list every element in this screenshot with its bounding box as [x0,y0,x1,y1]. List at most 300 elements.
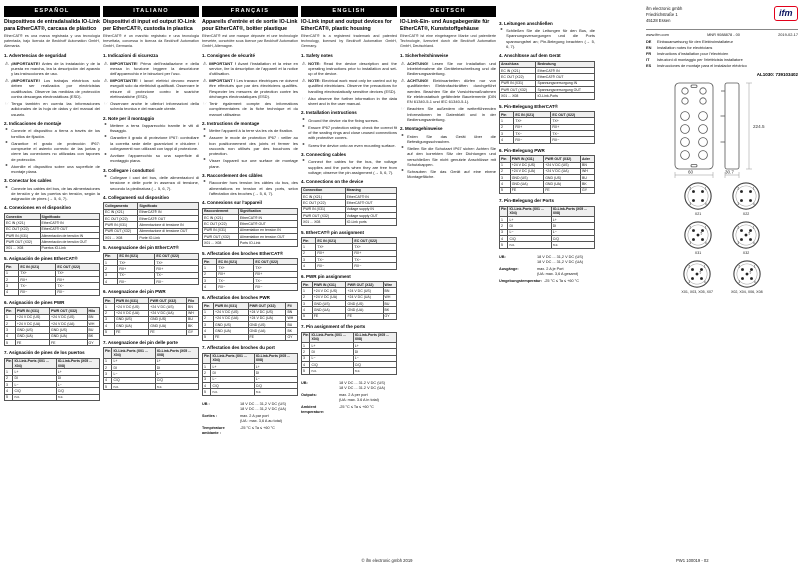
publisher-street: Friedrichstraße 1 [646,11,678,17]
table-cell: RX− [316,263,353,269]
column-header: PWR IN (X31) [15,308,49,314]
pin-table [301,187,397,226]
table-cell: GND (UA) [15,333,49,339]
doc-language-note [646,57,798,62]
instruction-item [301,118,397,123]
pin-table [499,206,595,249]
table-cell: TX+ [217,265,254,271]
table-cell: TX+ [56,270,100,276]
table-cell: Voltage supply OUT [345,212,396,218]
table-cell: GND (UA) [114,323,148,329]
trademark-note: EtherCAT® ist eine eingetragene Marke und patentierte Technologie, lizenziert durch die Beckhoff Automation GmbH, Deutschland. [400,34,496,49]
table-cell: X01 ... X08 [500,93,536,99]
language-note-text: Istruzioni di montaggio per l'elettricista installatore [657,56,743,62]
connector-face [683,220,713,250]
column-header: IO-Link-Ports (X05 ... X08) [353,332,396,342]
technical-data-line: (UA: max. 3.6 A in total) [339,397,379,402]
table-cell: +24 V DC (UA) [114,310,148,316]
language-header-bar: ITALIANO [103,6,199,17]
pin-table-body [5,270,100,295]
table-cell: RX− [353,263,397,269]
table-cell: n.c. [551,242,594,248]
table-cell: WH [187,310,199,316]
table-cell: BN [581,162,595,168]
connector [681,259,713,294]
table-cell: Alimentazione di tensione OUT [138,228,199,234]
bullet-icon: ► [401,167,405,172]
material-number: MNR 9088878 - 00 [707,31,740,37]
table-cell: 4 [302,307,313,313]
section-heading: 6. PWR pin assignment [301,273,351,279]
table-cell: +24 V DC (US) [346,288,383,294]
connector [683,181,713,216]
column-header: EC IN (X21) [217,259,254,265]
table-cell: PWR IN (X31) [203,227,239,233]
svg-text:2: 2 [689,225,692,230]
instruction-item [103,61,199,77]
column-header: PWR IN (X31) [214,303,249,309]
technical-data-label: Ambient temperature: [301,404,325,414]
instruction-text: Schließen Sie die Leitungen für den Bus, die Spannungsversorgungen und die Ports spannungsfrei an; Pin-Belegung beachten (→ 5, 6, 7). [506,28,595,49]
language-code: ES [646,62,652,68]
connector [731,181,761,216]
trademark-note: EtherCAT® es una marca registrada y una tecnología patentada, bajo licencia de Beckhoff Automation GmbH, Alemania. [4,34,100,49]
table-cell: 2 [302,294,313,300]
technical-data-line: -25 °C ≤ Ta ≤ +60 °C [339,404,374,409]
section-heading: 6. Affectation des broches PWR [202,294,270,300]
instruction-item [400,146,496,167]
column-header: Fil [286,303,298,309]
svg-text:1: 1 [752,225,755,230]
table-cell: 4 [302,361,310,367]
section-heading: 4. Anschlüsse auf dem Gerät [499,53,561,59]
table-cell: WH [87,321,99,327]
technical-data-line: 18 V DC ... 31,2 V DC (US) [240,401,286,406]
bullet-icon: ► [104,134,108,139]
table-cell: PWR IN (X31) [500,80,536,86]
instruction-lead: IMPORTANT ! [209,60,238,66]
column-header: IO-Link-Ports (X01 ... X04) [112,348,155,358]
svg-text:4: 4 [704,240,707,245]
column-header: Pin [500,206,508,216]
table-cell: TX− [254,278,298,284]
bullet-icon: ► [401,132,405,137]
table-cell: +24 V DC (UA) [510,168,544,174]
ifm-logo [774,6,799,21]
column-header: IO-Link-Ports (X01 ... X04) [310,332,353,342]
technical-data-values [544,279,595,284]
table-cell: L− [310,355,353,361]
table-cell: DI [310,349,353,355]
table-cell: 3 [5,327,16,333]
pin-table [202,353,298,396]
column-header: Significado [40,213,99,219]
table-cell: GND (UA) [214,328,249,334]
connector-row [646,259,798,294]
pin-table [301,332,397,375]
pin-table-body [302,288,397,320]
page-footer [4,555,798,565]
table-cell: +24 V DC (US) [114,304,148,310]
table-cell: BK [581,181,595,187]
table-cell: Ports IO-Link [238,240,297,246]
column-header: Pin [104,297,115,303]
table-cell: n.c. [508,242,551,248]
instruction-text: Collegare i cavi del bus, delle alimentazioni di tensione e delle porte in assenza di tensione, secondo la piedinatura (→ 5, 6, 7). [110,175,199,191]
table-cell: 3 [104,272,118,278]
table-cell: TX− [56,283,100,289]
table-cell: 5 [5,394,13,400]
svg-text:5: 5 [748,231,751,236]
table-cell: BK [383,307,396,313]
table-cell: PWR IN (X31) [302,206,346,212]
technical-data-label: Outputs: [301,392,317,397]
svg-text:1: 1 [752,186,755,191]
table-cell: EC IN (X21) [104,209,138,215]
column-header: Signification [238,208,297,214]
section-heading: 3. Collegare i conduttori [103,167,155,173]
technical-data-line: -25 °C ≤ Ta ≤ +60 °C [544,278,579,283]
table-cell: BU [383,301,396,307]
column-header: Meaning [345,187,396,193]
trademark-note: EtherCAT® is a registered trademark and patented technology, licensed by Beckhoff Automation GmbH, Germany. [301,34,397,49]
doc-notes [646,39,798,68]
pin-table-head [500,206,595,216]
svg-text:2: 2 [688,264,691,269]
bullet-icon: ► [302,158,306,163]
pin-table-body [203,265,298,290]
column-header: PWR OUT (X32) [149,297,187,303]
table-cell: TX+ [353,244,397,250]
table-cell: +24 V DC (US) [312,288,346,294]
table-cell: GND (UA) [248,328,286,334]
pin-table [4,307,100,346]
table-cell: PWR OUT (X32) [302,212,346,218]
connector-face [732,259,762,289]
instruction-item [202,61,298,77]
instruction-text: NOTE: Read the device description and the operating instructions prior to installation and set-up of the device. [308,60,397,77]
warning-icon: ⚠ [400,78,405,84]
technical-data-values [537,267,595,277]
table-cell: RX+ [254,271,298,277]
section-heading: 3. Conectar los cables [4,178,52,184]
table-cell: +24 V DC (UA) [15,321,49,327]
section-heading: 7. Pin assignment of the ports [301,324,366,330]
instruction-text: Mettere a terra l'apparecchio tramite le viti di fissaggio. [110,123,199,134]
instruction-item [4,164,100,175]
instruction-item [301,143,397,148]
technical-data-row [499,279,595,284]
technical-data-row [301,405,397,415]
table-cell: C/Q [112,377,155,383]
pin-table-body [104,260,199,285]
table-cell: 2 [5,277,19,283]
table-cell: TX− [551,131,595,137]
connector-label: X31 [694,251,702,256]
table-cell: 5 [203,389,211,395]
trademark-note: EtherCAT® è un marchio registrato e una tecnologia brevettata, concessa in licenza da Beckhoff Automation GmbH, Germania. [103,34,199,49]
table-cell: 3 [5,381,13,387]
instruction-item [202,78,298,99]
instruction-text: ACHTUNG! Lesen Sie vor Installation und Inbetriebnahme die Gerätebeschreibung und die Bedienungsanleitung. [407,60,496,77]
column-header: Pin [5,264,19,270]
table-row [5,289,100,295]
table-cell: 1 [302,244,316,250]
table-cell: Spannungsversorgung IN [536,80,595,86]
table-cell: BU [286,322,298,328]
table-cell: 4 [500,137,514,143]
column-header: PWR IN (X31) [114,297,148,303]
note-icon: ☞ [103,101,108,107]
table-cell: EtherCAT® OUT [536,74,595,80]
column-header: Pin [203,303,214,309]
language-code: FR [646,50,652,56]
table-row [302,313,397,319]
section-heading: 6. Asignación de pines PWR [4,299,65,305]
column-header: Hilo [87,308,99,314]
table-cell: DI [112,365,155,371]
instruction-lead: NOTE: [308,78,322,84]
table-cell: +24 V DC (UA) [346,294,383,300]
table-cell: EtherCAT® OUT [138,216,199,222]
column-header: EC OUT (X22) [254,259,298,265]
svg-text:1: 1 [704,186,707,191]
table-cell: TX+ [118,260,155,266]
svg-text:5: 5 [749,270,752,275]
table-cell: RX+ [155,266,199,272]
table-cell: TX+ [316,244,353,250]
pin-table-header-row [203,353,298,363]
table-cell: C/Q [508,235,551,241]
instruction-item [4,78,100,99]
print-number: PW1 100019 - 02 [676,558,709,563]
table-cell: 3 [302,257,316,263]
technical-data-line: -25 °C ≤ Ta ≤ +60 °C [240,425,275,430]
technical-data-label: Sorties : [202,413,218,418]
table-cell: TX+ [155,260,199,266]
warning-icon: ⚠ [301,60,306,66]
column-header: IO-Link-Ports (X05 ... X08) [155,348,198,358]
table-cell: C/Q [551,235,594,241]
bullet-icon: ► [401,145,405,149]
technical-data-values [240,426,298,436]
table-cell: DI [13,375,56,381]
instruction-text: IMPORTANT ! Avant l'installation et la mise en service, lire la description de l'appareil et la notice d'utilisation. [209,60,298,77]
column-header: Pin [302,332,310,342]
document-meta [646,29,798,37]
bullet-icon: ► [104,122,108,127]
column-header: PWR OUT (X32) [248,303,286,309]
table-cell: L+ [13,369,56,375]
instruction-text: Atornille el dispositivo sobre una superficie de montaje plana. [11,163,100,174]
column-header: EC OUT (X22) [56,264,100,270]
table-cell: n.c. [254,389,297,395]
connector [731,259,763,294]
instruction-item [103,153,199,164]
table-cell: FE [312,313,346,319]
instruction-text: IMPORTANTE! Prima dell'installazione e della messa in funzione leggere la descrizione dell'apparecchio e le istruzioni per l'uso. [110,60,199,77]
technical-data-row [499,267,595,277]
table-cell: +24 V DC (US) [248,309,286,315]
instruction-text: Garantice el grado de protección IP67: compruebe el asiento correcto de las juntas y cierre las conexiones no utilizadas con tapones de protección. [11,140,100,162]
technical-data-label: UB: [499,254,506,259]
technical-data [202,402,298,436]
table-cell: 5 [302,313,313,319]
table-row [203,389,298,395]
svg-text:4: 4 [752,201,755,206]
svg-text:2: 2 [738,264,740,269]
table-cell: EC IN (X21) [500,68,536,74]
table-cell: WH [581,168,595,174]
pin-table [499,155,595,194]
table-cell: +24 V DC (UA) [248,315,286,321]
table-cell: GND (UA) [510,181,544,187]
instruction-text: Conecte el dispositivo a tierra a través de los tornillos de fijación. [11,128,100,139]
table-cell: Voltage supply IN [345,206,396,212]
table-cell: PWR OUT (X32) [5,239,41,245]
table-cell: TX− [514,131,551,137]
technical-data-label: Température ambiante : [202,425,225,435]
instruction-item [301,125,397,141]
svg-text:3: 3 [689,201,692,206]
table-cell: 5 [302,368,310,374]
language-column [499,6,595,555]
column-header: IO-Link-Ports (X01 ... X04) [508,206,551,216]
pin-table-body [104,358,199,390]
pin-table [499,61,595,100]
technical-data-row [202,402,298,412]
table-cell: WH [286,315,298,321]
publisher-address [646,6,682,24]
table-cell: EtherCAT® OUT [40,226,99,232]
section-heading: 3. Raccordement des câbles [202,172,263,178]
table-cell: L+ [551,217,594,223]
table-cell: 1 [104,304,115,310]
table-cell: FE [50,340,88,346]
column-header: IO-Link-Ports (X01 ... X04) [211,353,254,363]
section-heading: 1. Safety notes [301,53,333,59]
table-cell: 2 [500,124,514,130]
section-heading: 7. Asignación de pines de los puertos [4,350,85,356]
table-cell: WH [383,294,396,300]
pin-table-body [302,244,397,269]
pin-table-body [500,68,595,100]
table-cell: 4 [302,263,316,269]
pin-table-body [500,118,595,143]
technical-data-line: max. 2 A par port [240,413,269,418]
table-cell: X01 ... X08 [5,245,41,251]
table-cell: PWR IN (X31) [104,222,138,228]
table-cell: GND (UA) [312,307,346,313]
table-cell: 2 [302,250,316,256]
document-date: 2019-02-17 [778,31,798,37]
instruction-text: NOTE: Electrical work must only be carried out by qualified electricians. Observe the precautions for handling electrostatically sensitive devices (ESD). [308,78,397,94]
section-heading: 1. Advertencias de seguridad [4,53,67,59]
table-cell: C/Q [254,383,297,389]
instruction-item [301,159,397,175]
table-cell: 1 [104,260,118,266]
pin-table [103,347,199,390]
bullet-icon: ► [302,123,306,128]
instruction-item [202,135,298,156]
table-cell: FE [214,334,249,340]
section-heading: 5. Pin-Belegung EtherCAT® [499,103,558,109]
table-cell: 2 [104,310,115,316]
section-heading: 4. Conexiones en el dispositivo [4,205,72,211]
section-heading: 1. Consignes de sécurité [202,53,256,59]
table-cell: 1 [5,314,16,320]
technical-data-row [202,426,298,436]
table-cell: +24 V DC (UA) [214,315,249,321]
table-cell: C/Q [353,361,396,367]
publisher-name: ifm electronic gmbh [646,6,683,11]
instruction-item [400,106,496,122]
column-header: Pin [203,259,217,265]
technical-data-label: Umgebungstemperatur: [499,278,543,283]
pin-table [103,297,199,336]
table-cell: 2 [500,223,508,229]
connector [731,220,761,255]
table-cell: 4 [5,388,13,394]
column-title: IO-Link input and output devices for EtherCAT®, plastic housing [301,19,392,32]
column-header: Pin [104,348,112,358]
technical-data-row [301,381,397,391]
column-header: EC IN (X21) [19,264,56,270]
pin-table-body [500,162,595,194]
table-cell: n.c. [13,394,56,400]
device-outline [675,83,739,169]
connector-label: X01, X03, X05, X07 [681,290,713,295]
table-cell: 3 [500,175,511,181]
doc-language-note [646,45,798,50]
table-cell: 1 [500,217,508,223]
pin-table-head [5,358,100,368]
instruction-item [400,78,496,104]
technical-data-values [339,393,397,403]
table-row [5,394,100,400]
table-cell: Porte IO-Link [138,235,199,241]
connector-face [731,220,761,250]
instruction-item [103,123,199,134]
instruction-text: Also observe the further information in the data sheet and in the user manual. [308,95,397,107]
table-cell: GND (US) [50,327,88,333]
table-cell: L+ [112,358,155,364]
instruction-text: Erden Sie das Gerät über die Befestigungsschrauben. [407,133,496,144]
table-cell: L+ [508,217,551,223]
table-cell: 5 [500,242,508,248]
table-cell: 2 [104,365,112,371]
instruction-lead: IMPORTANTE! [110,78,141,84]
table-cell: 4 [104,377,112,383]
bullet-icon: ► [203,157,207,162]
table-cell: Alimentation en tension IN [238,227,297,233]
table-row [302,219,397,225]
table-cell: 4 [500,235,508,241]
instruction-text: Connect the cables for the bus, the voltage supplies and the ports when they are free from voltage; observe the pin assignment (→ 5, 6, 7). [308,159,397,175]
instruction-item [400,169,496,180]
table-cell: 3 [203,278,217,284]
table-cell: L− [353,355,396,361]
table-cell: FE [15,340,49,346]
table-cell: Alimentation en tension OUT [238,233,297,239]
instruction-text: Beachten Sie außerdem die weiterführenden Informationen im Datenblatt und in der Bedienungsanleitung. [407,106,496,122]
table-cell: C/Q [211,383,254,389]
technical-data-values [240,402,298,412]
technical-data-line: (UA : max. 3,6 A au total) [240,418,282,423]
table-cell: 5 [104,329,115,335]
table-cell: 1 [302,288,313,294]
section-heading: 5. EtherCAT® pin assignment [301,229,364,235]
